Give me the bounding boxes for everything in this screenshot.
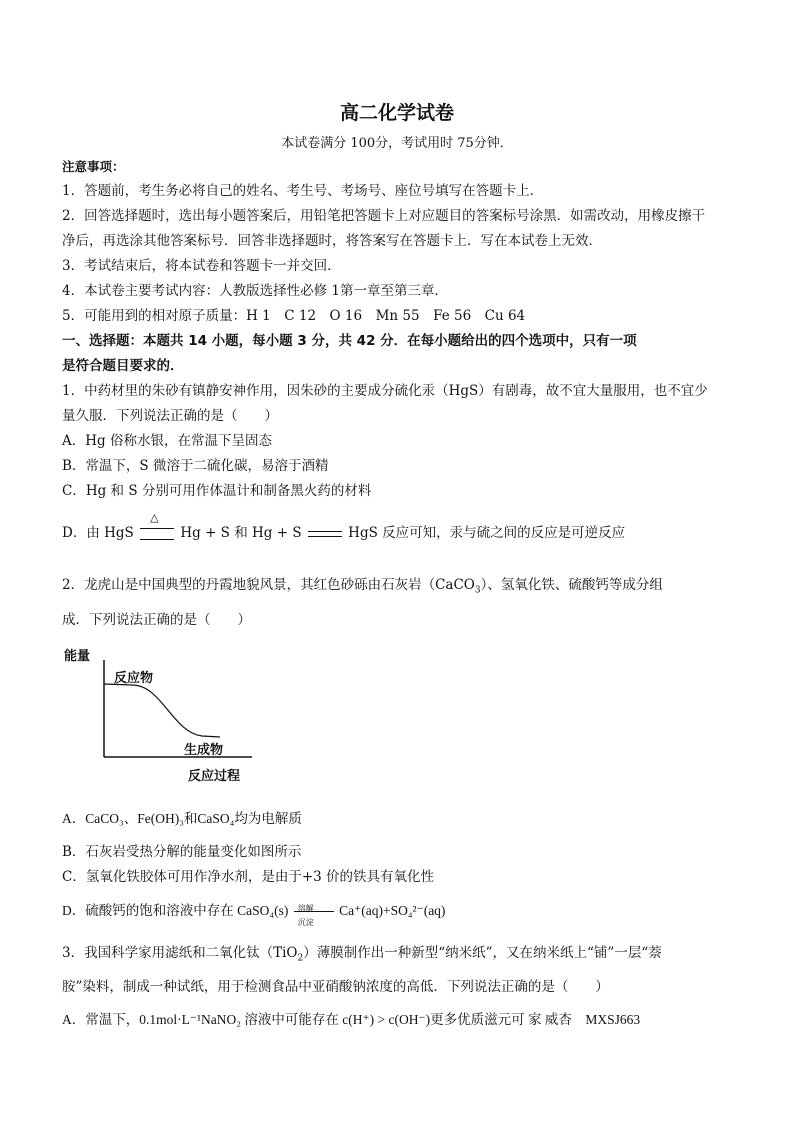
q2-stem-pre: 2．龙虎山是中国典型的丹霞地貌风景，其红色砂砾由石灰岩（CaCO [62, 577, 475, 593]
q3-stem [62, 944, 662, 962]
watermark-text: 更多优质滋元可 家 威杏 MXSJ663 [430, 1012, 641, 1027]
page-subtitle: 本试卷满分 100分，考试用时 75分钟． [281, 136, 513, 151]
section-heading-cont: 是符合题目要求的． [62, 358, 184, 374]
notice-heading: 注意事项： [62, 159, 125, 174]
q2-option-d [62, 902, 446, 927]
q1-option-d [62, 510, 626, 542]
q1-stem-cont: 量久服．下列说法正确的是（ ） [62, 408, 278, 424]
q1-option-b: B．常温下，S 微溶于二硫化碳，易溶于酒精 [62, 458, 329, 474]
q1-d-text-pre: D．由 HgS [62, 525, 134, 541]
energy-curve [104, 684, 220, 737]
q2-d-text-pre: D．硫酸钙的饱和溶液中存在 CaSO₄(s) [62, 903, 289, 918]
notice-item: 5．可能用到的相对原子质量：H 1 C 12 O 16 Mn 55 Fe 56 Cu 64 [62, 308, 526, 324]
notice-item: 3．考试结束后，将本试卷和答题卡一并交回． [62, 258, 341, 274]
q2-stem-cont: 成．下列说法正确的是（ ） [62, 612, 251, 628]
q1-option-a: A．Hg 俗称水银，在常温下呈固态 [62, 433, 272, 449]
energy-diagram [62, 640, 262, 785]
arrow-line [294, 911, 334, 912]
equals-sign-icon [140, 510, 174, 540]
equals-sign-icon [308, 531, 342, 537]
q2-stem-sub: 3 [474, 585, 481, 596]
q1-stem: 1．中药材里的朱砂有镇静安神作用，因朱砂的主要成分硫化汞（HgS）有剧毒，故不宜大量服用，也不宜少 [62, 383, 708, 399]
q3-stem-sub: 2 [297, 953, 304, 964]
reactant-label: 反应物 [114, 671, 154, 686]
q2-option-a: A．CaCO₃、Fe(OH)₃和CaSO₄均为电解质 [62, 811, 302, 826]
arrow-label-bottom: 沉淀 [297, 917, 314, 927]
section-heading: 一、选择题：本题共 14 小题，每小题 3 分，共 42 分．在每小题给出的四个选项中，只有一项 [62, 333, 637, 349]
product-label: 生成物 [184, 743, 224, 758]
notice-item: 2．回答选择题时，选出每小题答案后，用铅笔把答题卡上对应题目的答案标号涂黑．如需改动，用橡皮擦干 [62, 208, 706, 224]
q2-option-b: B．石灰岩受热分解的能量变化如图所示 [62, 844, 302, 860]
delta-symbol: △ [150, 510, 159, 524]
q3-a-text: A．常温下，0.1mol·L⁻¹NaNO₂ 溶液中可能存在 c(H⁺) > c(OH⁻) [62, 1012, 431, 1027]
q3-option-a [62, 1011, 640, 1029]
q2-stem-post: ）、氢氧化铁、硫酸钙等成分组 [480, 577, 663, 593]
notice-item: 1．答题前，考生务必将自己的姓名、考生号、考场号、座位号填写在答题卡上． [62, 183, 544, 199]
q3-stem-post: ）薄膜制作出一种新型“纳米纸”，又在纳米纸上“铺”一层“萘 [303, 945, 662, 961]
notice-item: 净后，再选涂其他答案标号．回答非选择题时，将答案写在答题卡上．写在本试卷上无效． [62, 233, 602, 249]
arrow-label-top: 溶解 [297, 903, 314, 913]
page-title: 高二化学试卷 [339, 102, 454, 124]
x-axis-label: 反应过程 [188, 769, 241, 784]
q2-option-c: C．氢氧化铁胶体可用作净水剂，是由于+3 价的铁具有氧化性 [62, 869, 435, 885]
q3-stem-pre: 3．我国科学家用滤纸和二氧化钛（TiO [62, 945, 298, 961]
q2-d-text-post: Ca⁺(aq)+SO₄²⁻(aq) [339, 903, 446, 918]
notice-item: 4．本试卷主要考试内容：人教版选择性必修 1第一章至第三章． [62, 283, 448, 299]
q1-d-text-mid: Hg + S 和 Hg + S [180, 525, 302, 541]
q2-stem [62, 576, 663, 594]
y-axis-label: 能量 [64, 649, 91, 664]
q1-d-text-post: HgS 反应可知，汞与硫之间的反应是可逆反应 [348, 525, 626, 541]
q3-stem-cont: 胺”染料，制成一种试纸，用于检测食品中亚硝酸钠浓度的高低．下列说法正确的是（ ） [62, 979, 609, 995]
equilibrium-arrow-icon [292, 903, 336, 927]
q1-option-c: C．Hg 和 S 分别可用作体温计和制备黑火药的材料 [62, 483, 372, 499]
